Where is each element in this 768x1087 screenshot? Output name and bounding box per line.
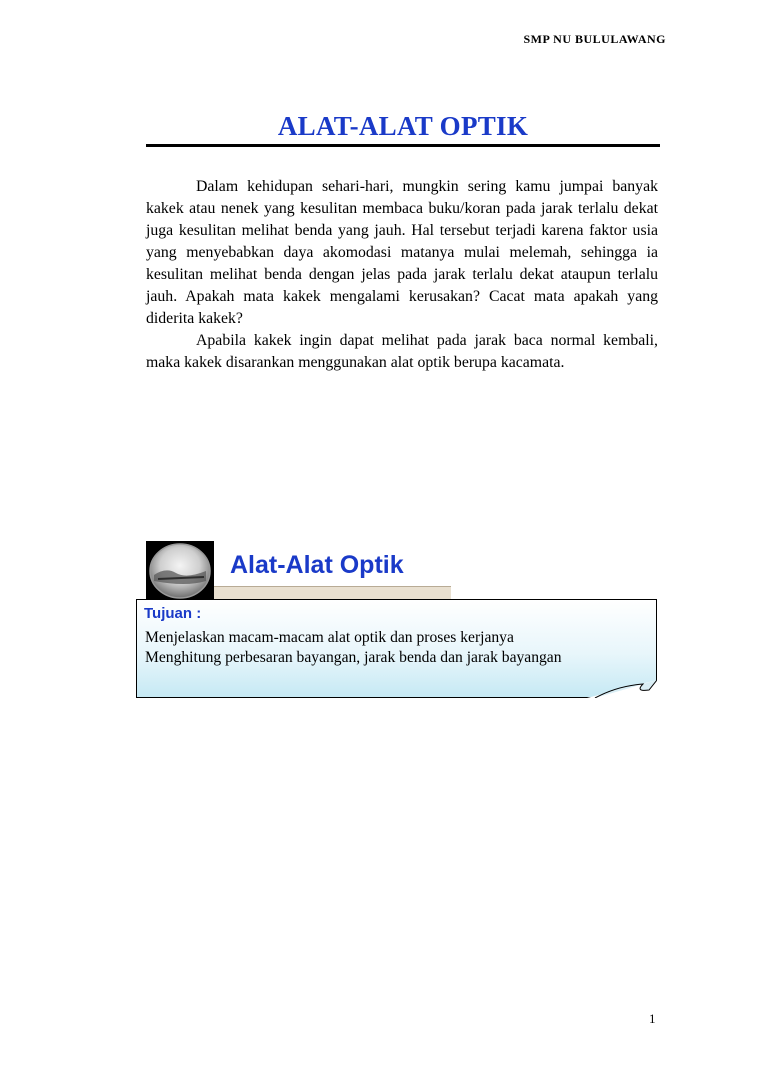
title-underline (146, 144, 660, 147)
page-header: SMP NU BULULAWANG (523, 32, 666, 46)
paragraph: Dalam kehidupan sehari-hari, mungkin sering kamu jumpai banyak kakek atau nenek yang kesulitan membaca buku/koran pada jarak terlalu dekat juga kesulitan melihat benda yang jauh. Hal tersebut terjadi karena faktor usia yang menyebabkan daya akomodasi matanya mulai melemah, sehingga ia kesulitan melihat benda dengan jelas pada jarak terlalu dekat ataupun terlalu jauh. Apakah mata kakek mengalami kerusakan? Cacat mata apakah yang diderita kakek? (146, 178, 658, 327)
goals-heading: Tujuan : (144, 605, 202, 622)
section-banner (146, 541, 451, 599)
intro-text (146, 176, 658, 374)
paragraph: Apabila kakek ingin dapat melihat pada jarak baca normal kembali, maka kakek disarankan menggunakan alat optik berupa kacamata. (146, 332, 658, 371)
section-title: Alat-Alat Optik (230, 551, 404, 579)
page-title: ALAT-ALAT OPTIK (277, 111, 529, 141)
page-number: 1 (649, 1011, 656, 1026)
lens-photo-icon (146, 541, 214, 599)
goal-item: Menghitung perbesaran bayangan, jarak benda dan jarak bayangan (145, 649, 562, 666)
page-fold-icon (587, 680, 657, 698)
title-block (146, 110, 660, 147)
goals-box (136, 599, 657, 698)
goal-item: Menjelaskan macam-macam alat optik dan proses kerjanya (145, 629, 514, 646)
